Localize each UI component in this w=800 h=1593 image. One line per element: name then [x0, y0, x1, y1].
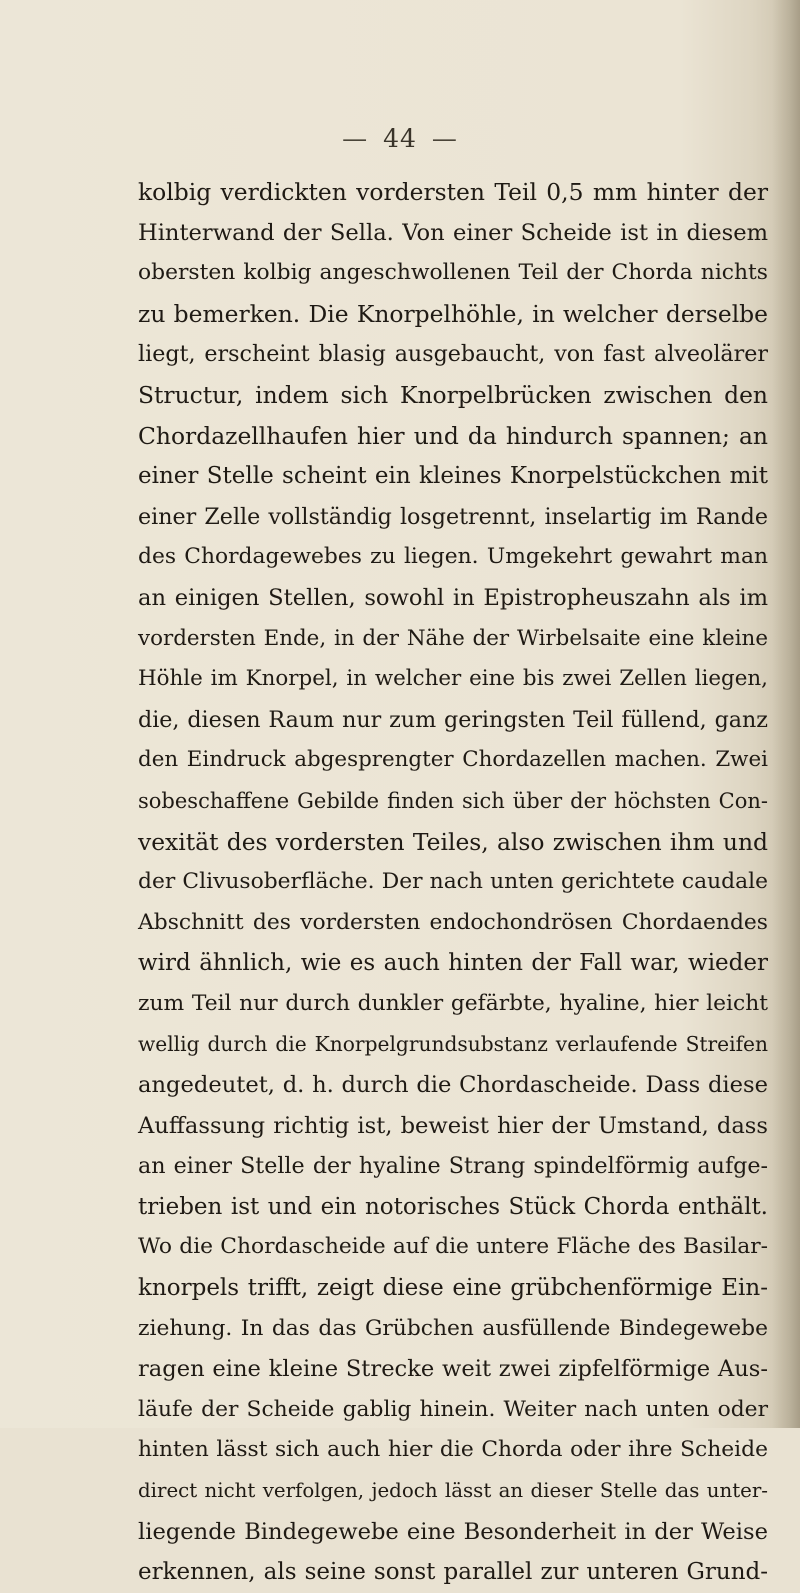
text-line: an einigen Stellen, sowohl in Epistropheuszahn als im	[138, 584, 768, 611]
page-edge-shadow	[772, 0, 800, 1428]
text-line: wird ähnlich, wie es auch hinten der Fall war, wieder	[138, 950, 768, 977]
page-number: 44	[383, 124, 417, 153]
text-line: Wo die Chordascheide auf die untere Fläche des Basilar-	[138, 1234, 768, 1260]
text-line: liegende Bindegewebe eine Besonderheit in der Weise	[138, 1518, 768, 1545]
page-number-header	[0, 124, 800, 153]
text-line: Höhle im Knorpel, in welcher eine bis zwei Zellen liegen,	[138, 666, 768, 692]
text-line: zum Teil nur durch dunkler gefärbte, hyaline, hier leicht	[138, 990, 768, 1016]
text-line: vordersten Ende, in der Nähe der Wirbelsaite eine kleine	[138, 625, 768, 651]
text-line: Abschnitt des vordersten endochondrösen Chordaendes	[138, 909, 768, 935]
text-line: Chordazellhaufen hier und da hindurch spannen; an	[138, 421, 768, 450]
text-line: zu bemerken. Die Knorpelhöhle, in welcher derselbe	[138, 299, 768, 328]
text-line: ziehung. In das das Grübchen ausfüllende Bindegewebe	[138, 1315, 768, 1341]
text-line: trieben ist und ein notorisches Stück Chorda enthält.	[138, 1193, 768, 1220]
text-line: Hinterwand der Sella. Von einer Scheide ist in diesem	[138, 219, 768, 246]
text-line: die, diesen Raum nur zum geringsten Teil füllend, ganz	[138, 706, 768, 733]
text-line: obersten kolbig angeschwollenen Teil der Chorda nichts	[138, 260, 768, 286]
text-line: angedeutet, d. h. durch die Chordascheide. Dass diese	[138, 1072, 768, 1099]
text-line: der Clivusoberfläche. Der nach unten gerichtete caudale	[138, 869, 768, 895]
text-line: erkennen, als seine sonst parallel zur unteren Grund-	[138, 1559, 768, 1586]
text-line: liegt, erscheint blasig ausgebaucht, von fast alveolärer	[138, 341, 768, 368]
text-line: des Chordagewebes zu liegen. Umgekehrt gewahrt man	[138, 544, 768, 570]
text-line: knorpels trifft, zeigt diese eine grübchenförmige Ein-	[138, 1275, 768, 1302]
page-number-dash-left: —	[342, 124, 369, 153]
text-line: den Eindruck abgesprengter Chordazellen machen. Zwei	[138, 747, 768, 773]
body-text	[138, 172, 768, 1593]
text-line: einer Zelle vollständig losgetrennt, inselartig im Rande	[138, 503, 768, 530]
text-line: vexität des vordersten Teiles, also zwischen ihm und	[138, 827, 768, 856]
text-line: ragen eine kleine Strecke weit zwei zipfelförmige Aus-	[138, 1356, 768, 1383]
text-line: direct nicht verfolgen, jedoch lässt an dieser Stelle das unter-	[138, 1479, 768, 1502]
text-line: Auffassung richtig ist, beweist hier der Umstand, dass	[138, 1112, 768, 1139]
text-line: hinten lässt sich auch hier die Chorda oder ihre Scheide	[138, 1437, 768, 1463]
page-number-dash-right: —	[431, 124, 458, 153]
text-line: läufe der Scheide gablig hinein. Weiter nach unten oder	[138, 1396, 768, 1422]
text-line: einer Stelle scheint ein kleines Knorpelstückchen mit	[138, 463, 768, 490]
text-line: kolbig verdickten vordersten Teil 0,5 mm hinter der	[138, 178, 768, 206]
text-line: Structur, indem sich Knorpelbrücken zwischen den	[138, 380, 768, 409]
text-line: an einer Stelle der hyaline Strang spindelförmig aufge-	[138, 1153, 768, 1180]
text-line: sobeschaffene Gebilde finden sich über der höchsten Con-	[138, 788, 768, 813]
text-line: wellig durch die Knorpelgrundsubstanz verlaufende Streifen	[138, 1032, 768, 1057]
